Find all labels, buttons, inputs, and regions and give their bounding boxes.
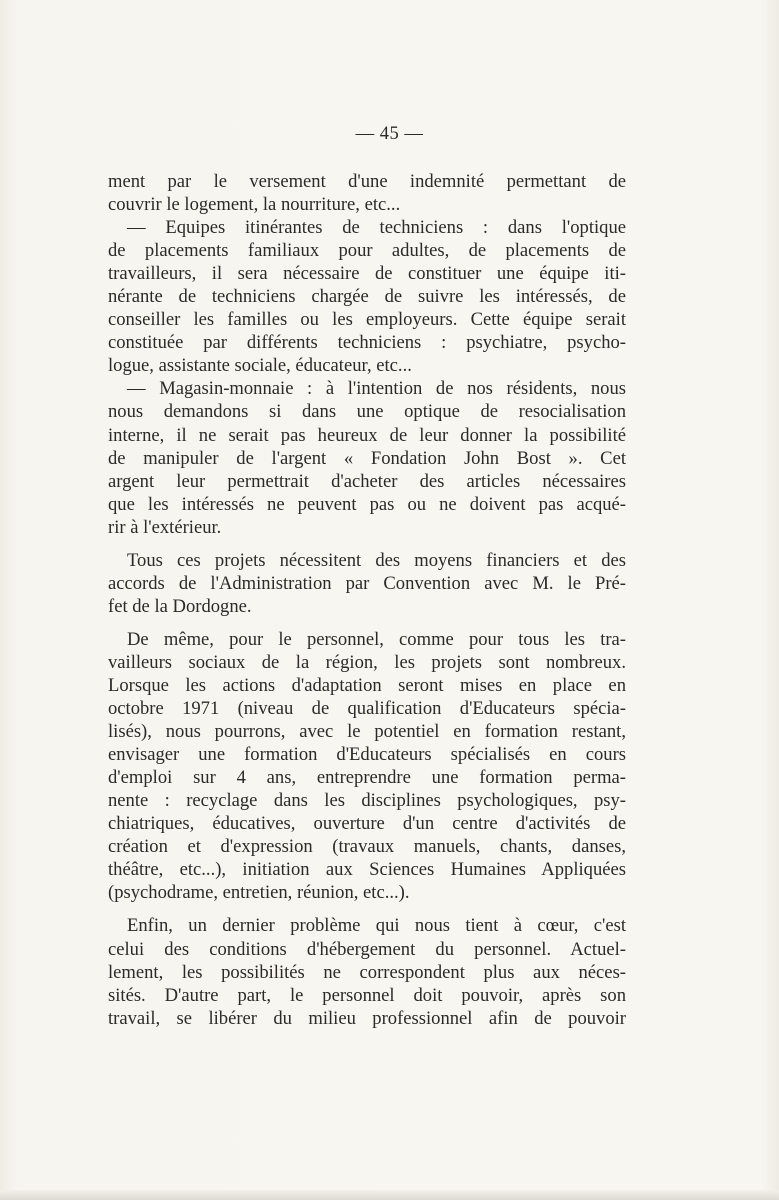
- text-line: lement, les possibilités ne correspondent plus aux néces-: [108, 961, 626, 983]
- text-line: nente : recyclage dans les disciplines psychologiques, psy-: [108, 790, 626, 812]
- text-line: vailleurs sociaux de la région, les projets sont nombreux.: [108, 651, 626, 673]
- text-line: conseiller les familles ou les employeurs. Cette équipe serait: [108, 309, 626, 331]
- text-line: celui des conditions d'hébergement du personnel. Actuel-: [108, 938, 626, 960]
- text-line: sités. D'autre part, le personnel doit pouvoir, après son: [108, 984, 626, 1006]
- text-line: de placements familiaux pour adultes, de placements de: [108, 240, 626, 262]
- text-line: chiatriques, éducatives, ouverture d'un centre d'activités de: [108, 813, 626, 835]
- text-line: logue, assistante sociale, éducateur, etc...: [108, 355, 412, 377]
- text-line: ment par le versement d'une indemnité permettant de: [108, 171, 626, 192]
- text-line: Lorsque les actions d'adaptation seront mises en place en: [108, 674, 626, 696]
- text-line: d'emploi sur 4 ans, entreprendre une formation perma-: [108, 767, 626, 789]
- text-line: accords de l'Administration par Convention avec M. le Pré-: [108, 572, 626, 594]
- text-line: travailleurs, il sera nécessaire de constituer une équipe iti-: [108, 263, 626, 285]
- text-line: argent leur permettrait d'acheter des articles nécessaires: [108, 470, 626, 492]
- page-bottom-edge: [0, 1190, 779, 1200]
- text-line: fet de la Dordogne.: [108, 595, 252, 617]
- text-line: nérante de techniciens chargée de suivre les intéressés, de: [108, 286, 626, 308]
- paragraph: [108, 377, 626, 538]
- text-line: de manipuler de l'argent « Fondation John Bost ». Cet: [108, 447, 626, 469]
- text-line: envisager une formation d'Educateurs spécialisés en cours: [108, 744, 626, 766]
- text-line: constituée par différents techniciens : psychiatre, psycho-: [108, 332, 626, 354]
- text-line: — Magasin-monnaie : à l'intention de nos résidents, nous: [127, 378, 626, 400]
- paragraph: [108, 628, 626, 905]
- text-line: théâtre, etc...), initiation aux Sciences Humaines Appliquées: [108, 859, 626, 881]
- text-line: nous demandons si dans une optique de resocialisation: [108, 401, 626, 423]
- text-line: travail, se libérer du milieu professionnel afin de pouvoir: [108, 1007, 626, 1029]
- text-line: octobre 1971 (niveau de qualification d'Educateurs spécia-: [108, 698, 626, 720]
- text-line: création et d'expression (travaux manuels, chants, danses,: [108, 836, 626, 858]
- text-line: que les intéressés ne peuvent pas ou ne doivent pas acqué-: [108, 493, 626, 515]
- text-line: Tous ces projets nécessitent des moyens financiers et des: [127, 549, 626, 571]
- body-text: [108, 170, 626, 1030]
- text-line: lisés), nous pourrons, avec le potentiel en formation restant,: [108, 721, 626, 743]
- paragraph: [108, 914, 626, 1029]
- text-line: (psychodrame, entretien, réunion, etc...).: [108, 882, 410, 904]
- text-line: — Equipes itinérantes de techniciens : dans l'optique: [127, 217, 626, 239]
- text-line: De même, pour le personnel, comme pour tous les tra-: [127, 628, 626, 650]
- text-line: couvrir le logement, la nourriture, etc...: [108, 194, 401, 216]
- paragraph: [108, 170, 626, 216]
- paragraph: [108, 549, 626, 618]
- text-line: interne, il ne serait pas heureux de leur donner la possibilité: [108, 424, 626, 446]
- paragraph: [108, 216, 626, 377]
- page-number: — 45 —: [355, 124, 424, 144]
- text-line: Enfin, un dernier problème qui nous tient à cœur, c'est: [127, 915, 626, 937]
- text-line: rir à l'extérieur.: [108, 516, 222, 538]
